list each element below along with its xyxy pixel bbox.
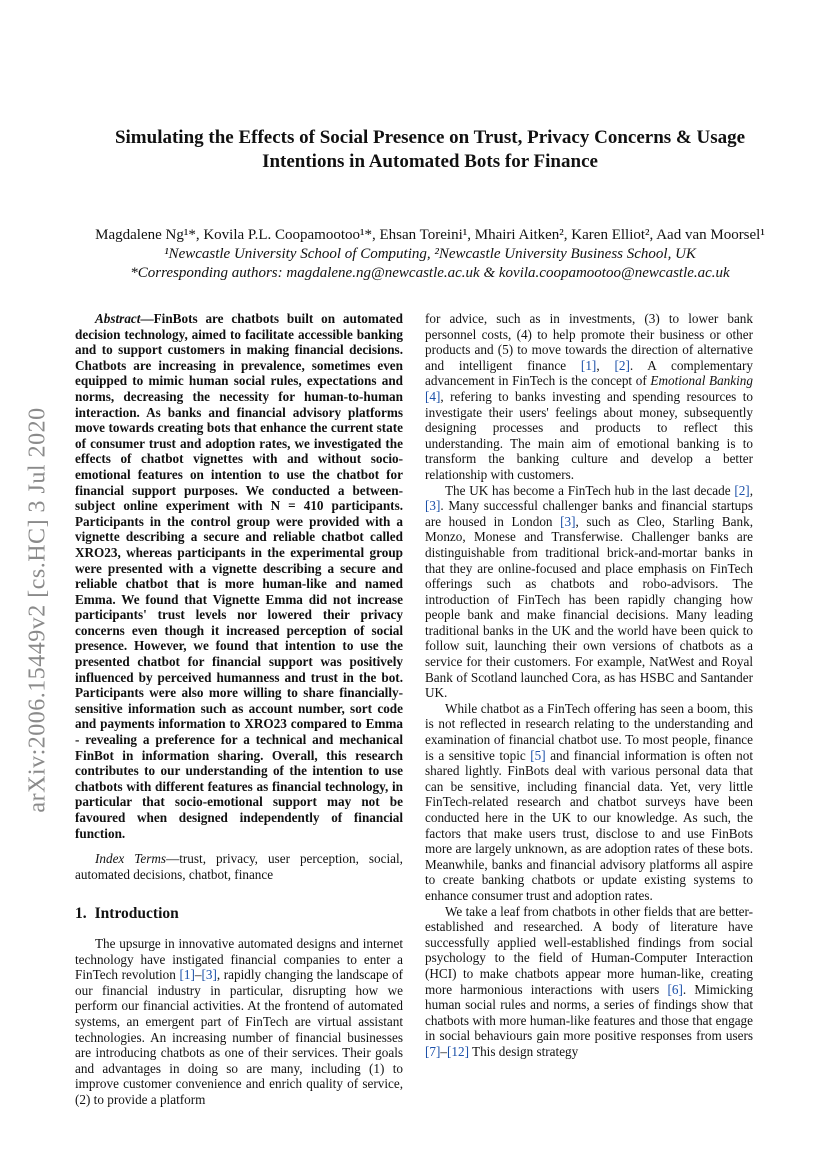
intro-paragraph-2 bbox=[425, 483, 753, 701]
abstract-label: Abstract bbox=[95, 311, 141, 326]
citation-link[interactable]: [1] bbox=[179, 967, 195, 983]
citation-link[interactable]: [1] bbox=[580, 357, 597, 373]
paper-title-line-2: Intentions in Automated Bots for Finance bbox=[262, 151, 598, 172]
citation-link[interactable]: [4] bbox=[425, 388, 441, 404]
text-run: – bbox=[194, 967, 202, 983]
intro-paragraph-4 bbox=[425, 904, 753, 1060]
text-run: The upsurge in innovative automated designs and internet technology have instigated financial companies to enter a FinTech revolution bbox=[75, 935, 403, 983]
text-run: , rapidly changing the landscape of our financial industry in particular, disrupting how we perform our financial activities. At the frontend of automated systems, an emergent part of FinTech are virtual assistant technologies. An increasing number of financial businesses are introducing chatbots as one of their services. Their goals and advantages in doing so are many, including (1) to improve customer convenience and enrich quality of service, (2) to provide a platform bbox=[75, 967, 404, 1107]
emphasis-text: Emotional Banking bbox=[650, 373, 753, 389]
text-run: , bbox=[749, 482, 753, 498]
corresponding-text: *Corresponding authors: magdalene.ng@newcastle.ac.uk & kovila.coopamootoo@newcastle.ac.uk bbox=[130, 265, 730, 281]
text-run: . Many successful challenger banks and financial startups are housed in London bbox=[425, 498, 753, 529]
citation-link[interactable]: [2] bbox=[734, 482, 750, 498]
text-run: We take a leaf from chatbots in other fields that are better-established and researched. A body of literature have successfully applied well-established findings from social psychology to the field of Human-Computer Interaction (HCI) to make chatbots appear more human-like, creating more harmonious interactions with users bbox=[425, 903, 753, 997]
text-run: . Mimicking human social rules and norms, a series of findings show that chatbots with more human-like features and those that engage in social behaviours gain more positive responses from users bbox=[425, 981, 753, 1044]
citation-link[interactable]: [5] bbox=[530, 747, 546, 763]
author-block bbox=[60, 226, 800, 283]
index-terms-text: —trust, privacy, user perception, social, automated decisions, chatbot, finance bbox=[75, 851, 403, 882]
left-column bbox=[75, 311, 403, 1108]
abstract bbox=[75, 311, 403, 841]
affiliations-text: ¹Newcastle University School of Computing, ²Newcastle University Business School, UK bbox=[164, 246, 696, 262]
index-terms-label: Index Terms bbox=[95, 851, 167, 867]
text-run: for advice, such as in investments, (3) to lower bank personnel costs, (4) to help promote their business or other products and (5) to move towards the direction of alternative and intelligent finance bbox=[425, 311, 753, 373]
arxiv-sidebar bbox=[18, 380, 58, 840]
text-run: . A complementary advancement in FinTech is the concept of bbox=[425, 357, 753, 389]
text-run: , bbox=[596, 357, 615, 373]
abstract-text: —FinBots are chatbots built on automated decision technology, aimed to facilitate accessible banking and to support customers in making financial decisions. Chatbots are increasing in prevalence, sometimes even equipped to mimic human social rules, expectations and norms, decreasing the necessity for human-to-human interaction. As banks and financial advisory platforms move towards creating bots that enhance the current state of consumer trust and adoption rates, we investigated the effects of chatbot vignettes with and without socio-emotional features on intention to use the chatbot for financial support purposes. We conducted a between-subject online experiment with N = 410 participants. Participants in the control group were provided with a vignette describing a secure and reliable chatbot called XRO23, whereas participants in the experimental group were presented with a vignette describing a secure and reliable chatbot that is more human-like and named Emma. We found that Vignette Emma did not increase participants' trust levels nor lowered their privacy concerns even though it increased perception of social presence. However, we found that intention to use the presented chatbot for financial support was positively influenced by perceived humanness and trust in the bot. Participants were also more willing to share financially-sensitive information such as account number, sort code and payments information to XRO23 compared to Emma - revealing a preference for a technical and mechanical FinBot in information sharing. Overall, this research contributes to our understanding of the intention to use chatbots with different features as financial technology, in particular that socio-emotional support may not be favoured when designed independently of financial function. bbox=[75, 311, 403, 841]
citation-link[interactable]: [7] bbox=[425, 1043, 441, 1059]
section-title: Introduction bbox=[94, 905, 179, 923]
index-terms bbox=[75, 851, 403, 882]
citation-link[interactable]: [3] bbox=[560, 513, 576, 529]
text-run: While chatbot as a FinTech offering has seen a boom, this is not reflected in research relating to the understanding and examination of financial chatbot use. To most people, finance is a sensitive topic bbox=[425, 700, 753, 763]
text-run: , refering to banks investing and spending resources to investigate their users' feelings about money, subsequently designing processes and products to reflect this understanding. The main aim of emotional banking is to transform the banking culture and develop a better relationship with customers. bbox=[425, 388, 753, 482]
corresponding-authors bbox=[60, 264, 800, 283]
section-number: 1. bbox=[75, 905, 87, 923]
intro-paragraph-1-continued bbox=[425, 311, 753, 483]
author-affiliations bbox=[60, 245, 800, 264]
citation-link[interactable]: [6] bbox=[667, 981, 683, 997]
citation-link[interactable]: [2] bbox=[614, 357, 630, 373]
text-run: and financial information is often not shared lightly. FinBots deal with various personal data that can be sensitive, including financial data. Yet, very little FinTech-related research and chatbot surveys have been conducted here in the UK to our knowledge. As such, the factors that make users trust, disclose to and use FinBots more are largely unknown, as are adoption rates of these bots. Meanwhile, banks and financial advisory platforms all aspire to create banking chatbots or update existing systems to enhance consumer trust and adoption rates. bbox=[425, 747, 753, 903]
intro-paragraph-3 bbox=[425, 701, 753, 904]
paper-title-line-1: Simulating the Effects of Social Presence on Trust, Privacy Concerns & Usage bbox=[114, 127, 746, 148]
text-run: – bbox=[440, 1043, 447, 1059]
section-heading-introduction bbox=[75, 906, 403, 922]
text-run: This design strategy bbox=[468, 1043, 579, 1059]
author-names: Magdalene Ng¹*, Kovila P.L. Coopamootoo¹*, Ehsan Toreini¹, Mhairi Aitken², Karen Elliot², Aad van Moorsel¹ bbox=[95, 227, 765, 243]
citation-link[interactable]: [3] bbox=[201, 967, 217, 983]
paper-title bbox=[70, 126, 790, 174]
citation-link[interactable]: [3] bbox=[425, 498, 441, 514]
text-run: , such as Cleo, Starling Bank, Monzo, Monese and Transferwise. Challenger banks are distinguishable from traditional brick-and-mortar banks in that they are online-focused and place emphasis on FinTech offerings such as chatbots and robo-advisors. The introduction of FinTech has been rapidly changing how people bank and make financial decisions. Many leading traditional banks in the UK and the world have been quick to follow suit, launching their own versions of chatbots as a service for their customers. For example, NatWest and Royal Bank of Scotland launched Cora, as has HSBC and Santander UK. bbox=[425, 513, 753, 701]
text-run: The UK has become a FinTech hub in the last decade bbox=[445, 482, 735, 498]
citation-link[interactable]: [12] bbox=[446, 1043, 469, 1059]
right-column bbox=[425, 311, 753, 1060]
intro-paragraph-1 bbox=[75, 936, 403, 1108]
arxiv-identifier: arXiv:2006.15449v2 [cs.HC] 3 Jul 2020 bbox=[24, 407, 51, 813]
